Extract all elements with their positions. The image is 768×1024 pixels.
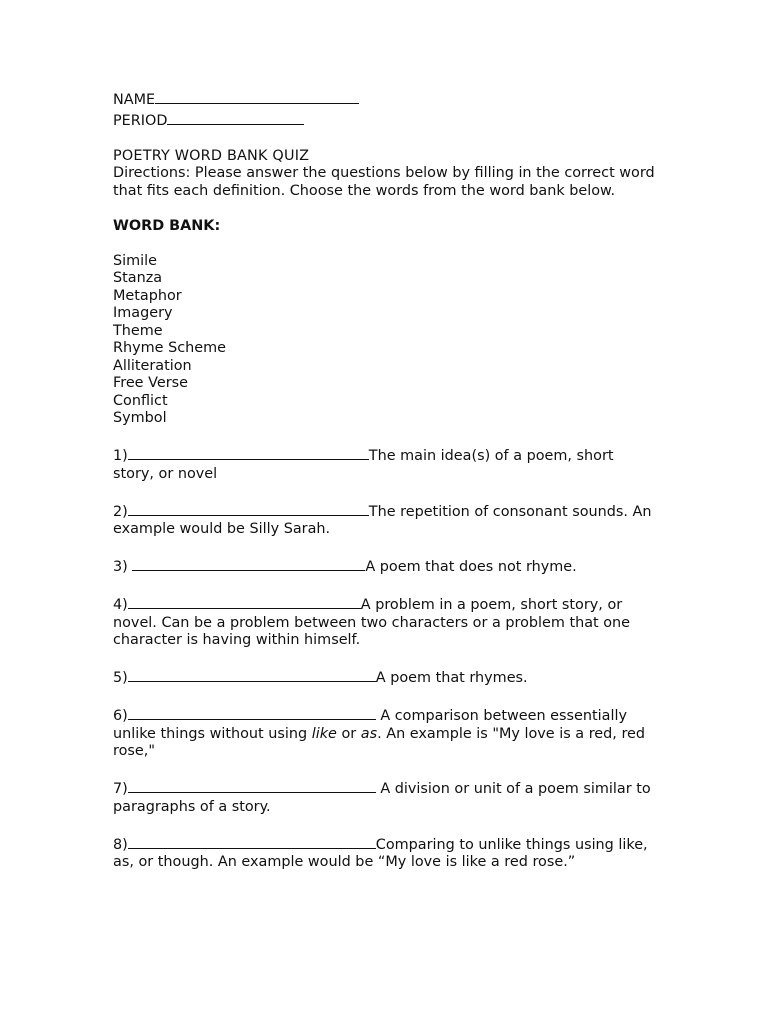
period-label: PERIOD [113, 112, 168, 129]
quiz-title: POETRY WORD BANK QUIZ [113, 147, 310, 164]
answer-blank-7[interactable] [128, 778, 376, 793]
question-number: 2) [113, 503, 128, 520]
directions-text: Directions: Please answer the questions below by filling in the correct word that fits each definition. Choose the words from the word bank below. [113, 165, 655, 199]
answer-blank-3[interactable] [132, 556, 365, 571]
question-2 [113, 501, 658, 539]
question-1 [113, 445, 658, 483]
word-bank-title: WORD BANK: [113, 217, 221, 234]
question-text: A poem that does not rhyme. [365, 559, 577, 575]
period-line [113, 110, 658, 131]
question-number: 6) [113, 708, 128, 724]
name-label: NAME [113, 92, 156, 108]
question-number: 7) [113, 781, 128, 797]
question-text-like: like [311, 725, 337, 742]
question-text: or [336, 725, 361, 742]
name-blank[interactable] [155, 89, 359, 104]
word-bank-item: Theme [113, 322, 163, 339]
quiz-page [113, 89, 658, 872]
question-6 [113, 705, 658, 761]
question-text: A division or unit of a poem similar to paragraphs of a story. [113, 781, 656, 815]
question-number: 1) [113, 448, 128, 464]
answer-blank-6[interactable] [128, 705, 376, 720]
word-bank-item: Symbol [113, 410, 167, 426]
question-text: Comparing to unlike things using like, as, or though. An example would be “My love is like a red rose.” [113, 836, 648, 870]
word-bank-item: Rhyme Scheme [113, 340, 226, 356]
word-bank-list [113, 253, 658, 428]
question-text-as: as [360, 725, 378, 742]
answer-blank-5[interactable] [128, 667, 376, 682]
question-number: 5) [113, 670, 128, 686]
question-number: 3) [113, 559, 133, 575]
word-bank-item: Simile [113, 252, 158, 269]
word-bank-item: Imagery [113, 305, 173, 321]
question-3 [113, 556, 658, 577]
period-blank[interactable] [167, 110, 304, 125]
word-bank-item: Free Verse [113, 375, 188, 391]
question-text: The repetition of consonant sounds. An example would be Silly Sarah. [113, 503, 652, 537]
question-number: 8) [113, 836, 128, 853]
name-line [113, 89, 658, 110]
answer-blank-2[interactable] [128, 501, 369, 516]
word-bank-item: Conflict [113, 392, 168, 409]
question-text: A comparison between essentially unlike things without using [113, 708, 632, 742]
word-bank-item: Metaphor [113, 287, 182, 304]
question-4 [113, 594, 658, 650]
answer-blank-1[interactable] [128, 445, 369, 460]
question-text: The main idea(s) of a poem, short story, or novel [113, 448, 614, 482]
question-5 [113, 667, 658, 688]
word-bank-item: Alliteration [113, 357, 192, 374]
question-text: A poem that rhymes. [375, 670, 528, 686]
question-number: 4) [113, 597, 128, 613]
question-8 [113, 834, 658, 872]
question-7 [113, 778, 658, 816]
word-bank-item: Stanza [113, 270, 163, 286]
question-text: A problem in a poem, short story, or novel. Can be a problem between two characters or a problem that one character is having within himself. [113, 597, 631, 648]
answer-blank-4[interactable] [128, 594, 361, 609]
question-text: . An example is "My love is a red, red rose," [113, 725, 646, 759]
answer-blank-8[interactable] [128, 834, 376, 849]
